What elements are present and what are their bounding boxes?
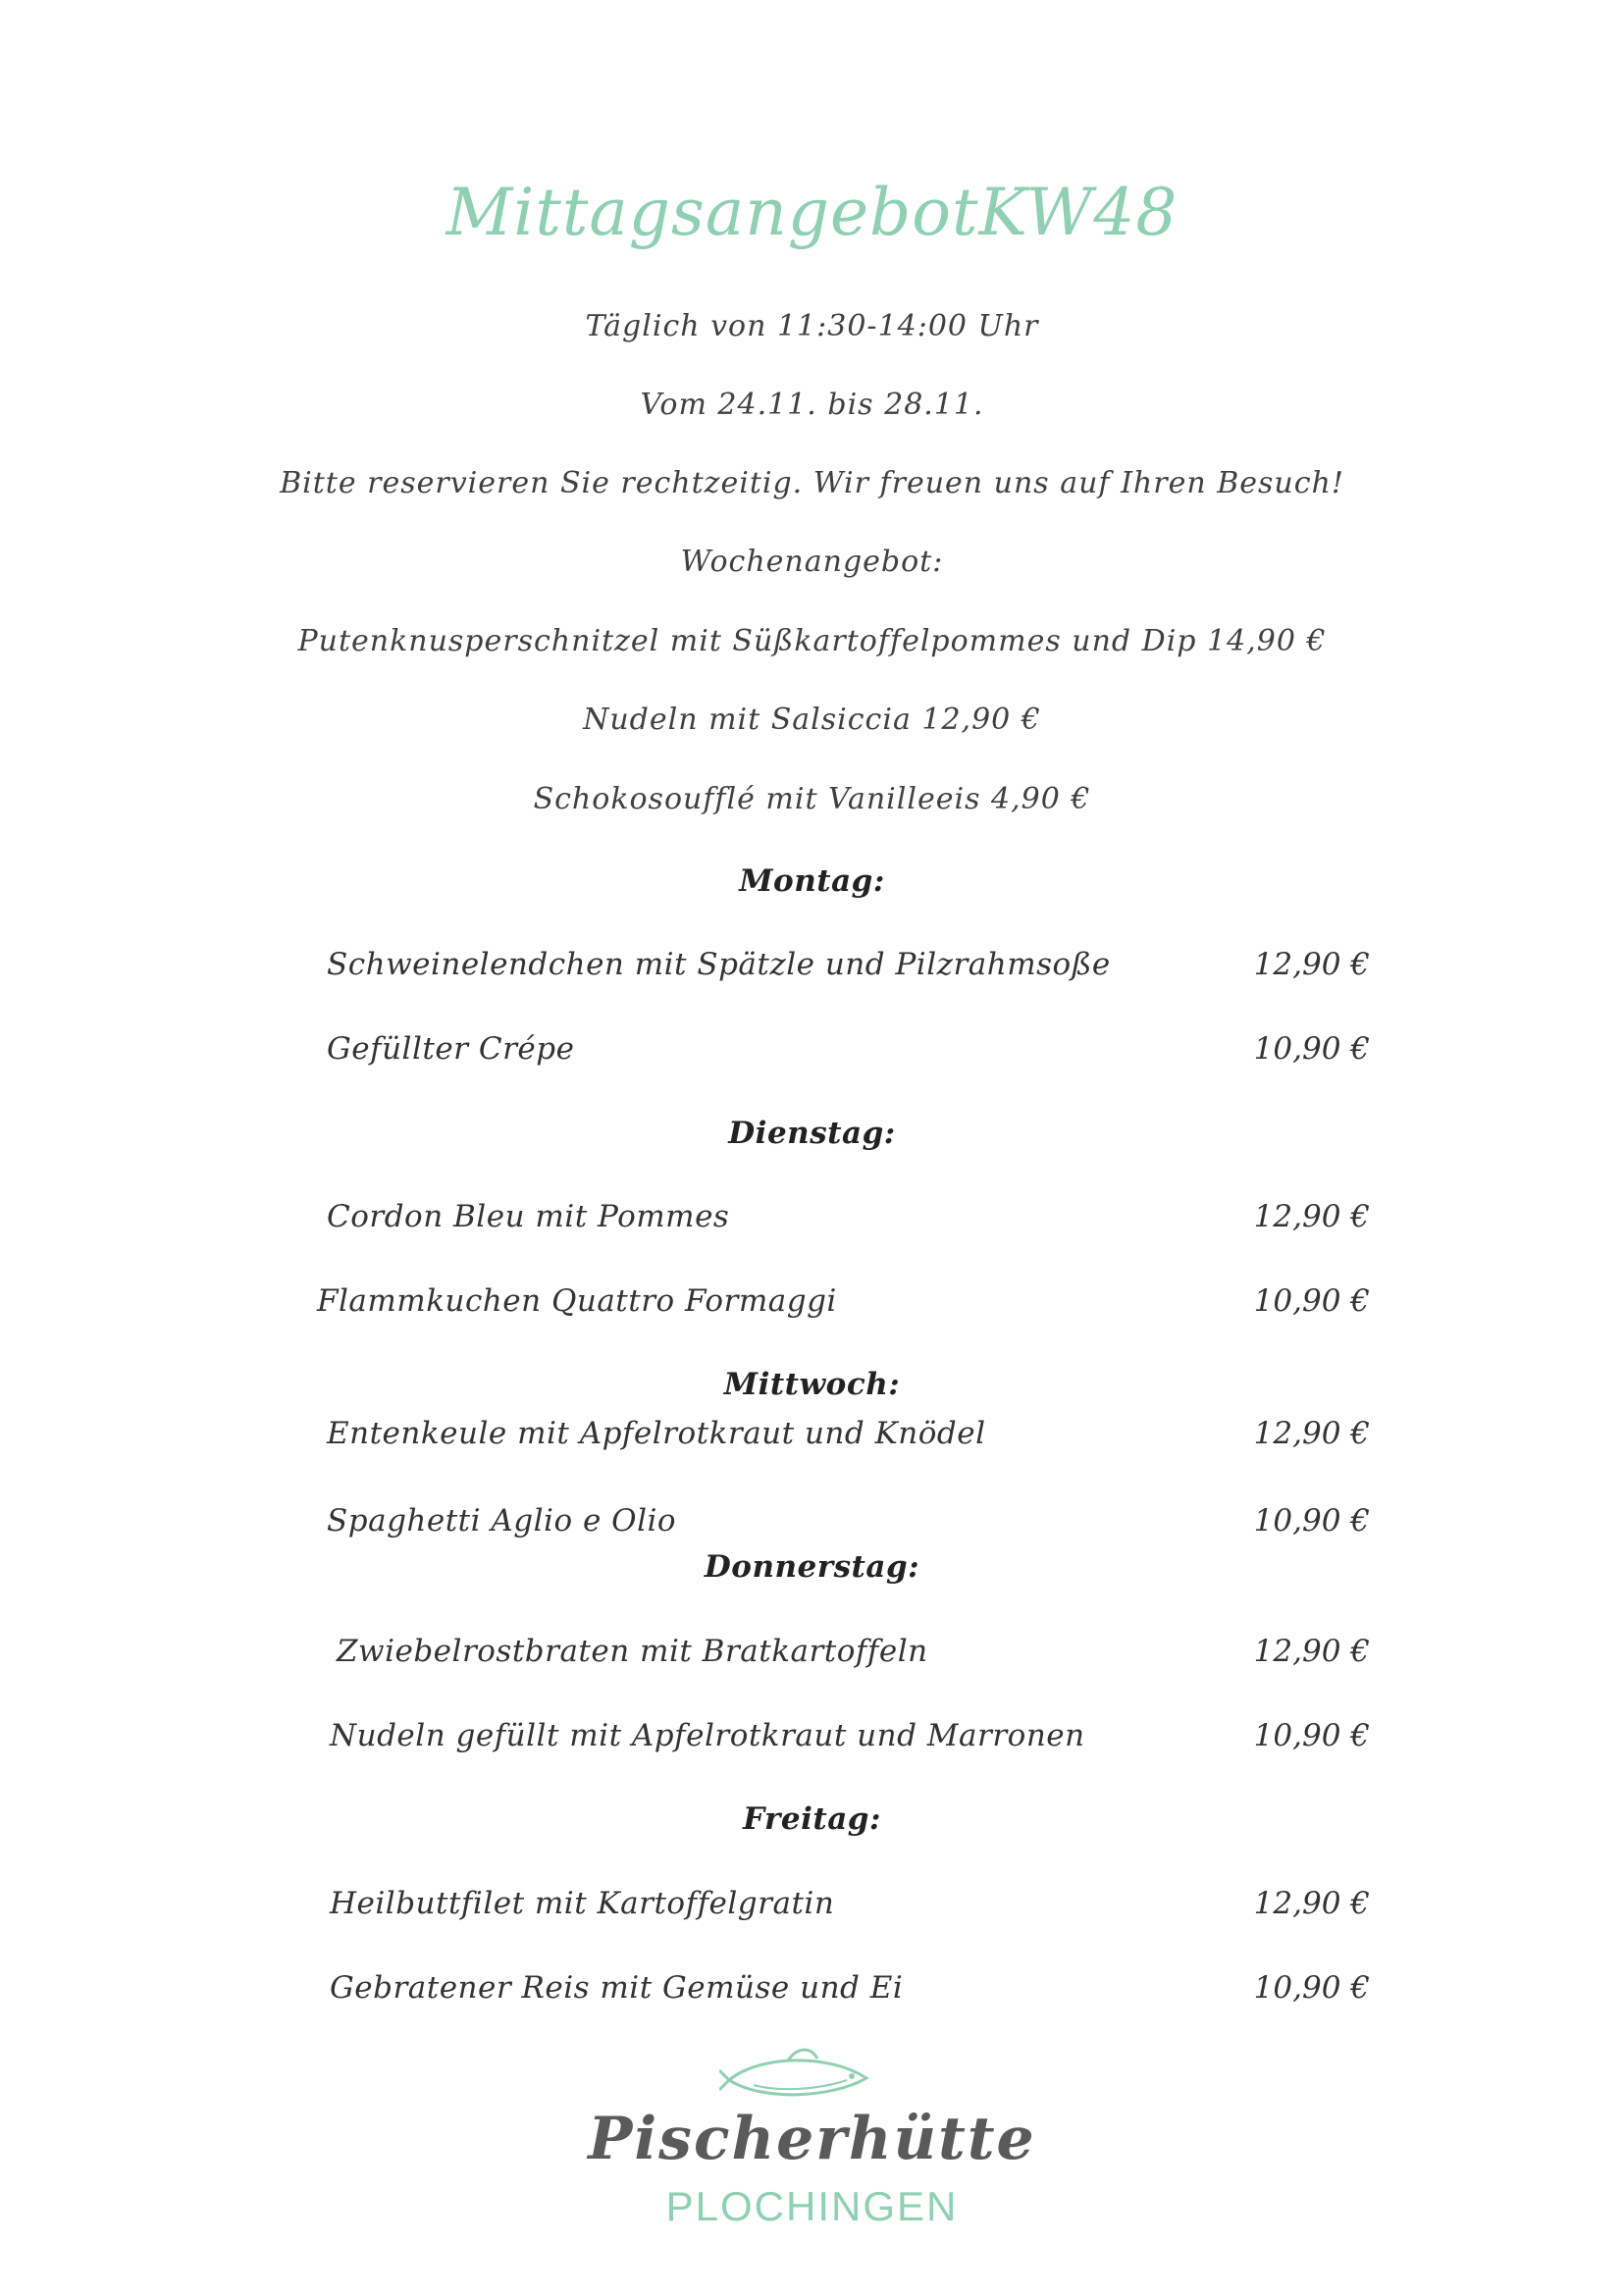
dish-price: 10,90 € [1253, 1283, 1370, 1319]
dish-name: Flammkuchen Quattro Formaggi [317, 1283, 837, 1319]
dish-name: Gebratener Reis mit Gemüse und Ei [330, 1970, 904, 2006]
dish-price: 10,90 € [1253, 1503, 1370, 1539]
dish-price: 12,90 € [1253, 1634, 1370, 1669]
weekly-item: Nudeln mit Salsiccia 12,90 € [583, 703, 1041, 737]
opening-hours: Täglich von 11:30-14:00 Uhr [585, 309, 1039, 343]
dish-price: 12,90 € [1253, 947, 1370, 982]
day-heading-friday: Freitag: [743, 1801, 881, 1837]
dish-name: Entenkeule mit Apfelrotkraut und Knödel [327, 1416, 986, 1451]
dish-price: 12,90 € [1253, 1886, 1370, 1921]
dish-name: Gefüllter Crépe [327, 1031, 575, 1067]
day-heading-wednesday: Mittwoch: [723, 1367, 901, 1402]
day-heading-tuesday: Dienstag: [728, 1116, 896, 1151]
dish-price: 12,90 € [1253, 1199, 1370, 1234]
dish-name: Spaghetti Aglio e Olio [327, 1503, 677, 1539]
weekly-item: Putenknusperschnitzel mit Süßkartoffelpommes und Dip 14,90 € [297, 624, 1327, 658]
dish-price: 10,90 € [1253, 1718, 1370, 1753]
day-heading-thursday: Donnerstag: [704, 1549, 920, 1585]
fish-icon [719, 2041, 886, 2110]
dish-name: Cordon Bleu mit Pommes [327, 1199, 730, 1234]
dish-name: Heilbuttfilet mit Kartoffelgratin [330, 1886, 835, 1921]
dish-name: Nudeln gefüllt mit Apfelrotkraut und Marronen [330, 1718, 1085, 1753]
dish-price: 12,90 € [1253, 1416, 1370, 1451]
page-title: MittagsangebotKW48 [445, 175, 1179, 250]
dish-name: Zwiebelrostbraten mit Bratkartoffeln [337, 1634, 928, 1669]
dish-name: Schweinelendchen mit Spätzle und Pilzrahmsoße [327, 947, 1111, 982]
day-heading-monday: Montag: [739, 863, 885, 899]
dish-price: 10,90 € [1253, 1031, 1370, 1067]
logo-city: PLOCHINGEN [665, 2183, 959, 2229]
dish-price: 10,90 € [1253, 1970, 1370, 2006]
weekly-offer-heading: Wochenangebot: [680, 545, 944, 579]
date-range: Vom 24.11. bis 28.11. [640, 388, 984, 422]
logo-name: Pischerhütte [588, 2105, 1036, 2173]
reservation-note: Bitte reservieren Sie rechtzeitig. Wir freuen uns auf Ihren Besuch! [280, 466, 1344, 500]
weekly-item: Schokosoufflé mit Vanilleeis 4,90 € [533, 782, 1091, 816]
